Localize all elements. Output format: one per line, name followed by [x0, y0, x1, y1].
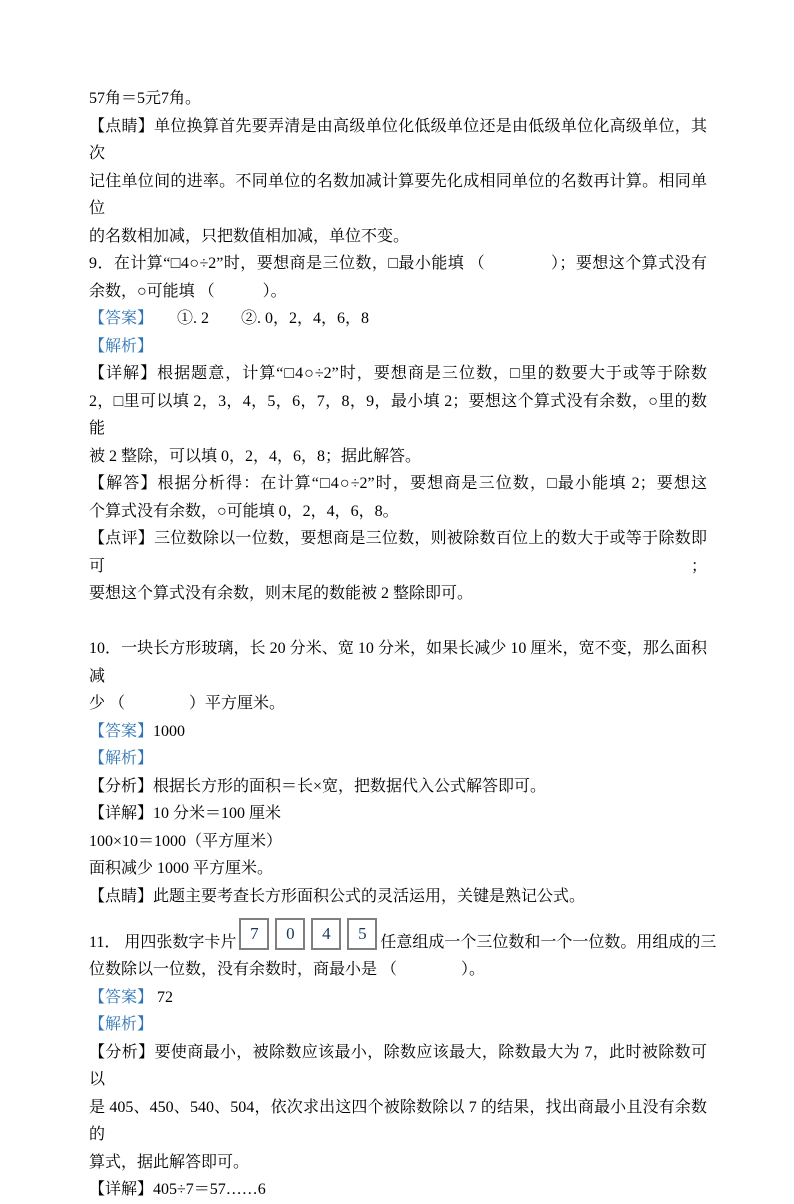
doc-line [89, 278, 707, 306]
text-run: 面积减少 1000 平方厘米。 [89, 860, 274, 877]
doc-line [89, 580, 707, 608]
doc-line [89, 828, 707, 856]
doc-line [89, 498, 707, 526]
digit-card: 0 [275, 918, 305, 950]
text-run: 余数，○可能填 （ ）。 [89, 282, 287, 300]
section-label: 【解析】 [89, 750, 154, 767]
doc-line [89, 250, 707, 278]
text-run: 【点睛】此题主要考查长方形面积公式的灵活运用，关键是熟记公式。 [89, 887, 586, 905]
text-run: 57角＝5元7角。 [89, 90, 202, 107]
section-label: 【答案】 [89, 988, 154, 1006]
text-run: 是 405、450、540、504，依次求出这四个被除数除以 7 的结果，找出商最小且没有余数的 [89, 1098, 707, 1143]
doc-line [89, 718, 707, 746]
text-run: 【点睛】单位换算首先要弄清是由高级单位化低级单位还是由低级单位化高级单位，其次 [89, 117, 707, 162]
doc-line [89, 1094, 707, 1149]
question-11-cards-line [89, 910, 717, 956]
doc-line [89, 1039, 707, 1094]
text-run: 【详解】405÷7＝57……6 [89, 1181, 266, 1198]
section-label: 【解析】 [89, 337, 154, 355]
text-run: 【分析】要使商最小，被除数应该最小，除数应该最大，除数最大为 7，此时被除数可以 [89, 1043, 707, 1088]
text-run: ①. 2 ②. 0，2，4，6，8 [145, 310, 370, 327]
digit-card: 4 [311, 918, 341, 950]
doc-line [89, 333, 707, 361]
text-run: 10．一块长方形玻璃，长 20 分米、宽 10 分米，如果长减少 10 厘米，宽不变，那么面积减 [89, 640, 707, 685]
text-run: 要想这个算式没有余数，则末尾的数能被 2 整除即可。 [89, 585, 474, 602]
text-run: 11． 用四张数字卡片 [89, 933, 237, 951]
text-run: 100×10＝1000（平方厘米） [89, 832, 283, 850]
doc-line [89, 168, 707, 223]
doc-line [89, 443, 707, 471]
section-label: 【答案】 [89, 722, 154, 740]
text-run: 位数除以一位数，没有余数时，商最小是 （ ）。 [89, 961, 486, 978]
doc-line [89, 745, 707, 773]
doc-line [89, 1176, 707, 1204]
section-label: 【答案】 [89, 310, 146, 327]
text-run: 【详解】10 分米＝100 厘米 [89, 805, 282, 822]
document-page [89, 85, 717, 1204]
text-run: 2，□里可以填 2，3，4，5，6，7，8，9，最小填 2；要想这个算式没有余数，○里的数能 [89, 392, 707, 437]
text-run: 9．在计算“□4○÷2”时，要想商是三位数，□最小能填 （ ）；要想这个算式没有 [89, 255, 707, 272]
doc-line [89, 305, 707, 333]
doc-line [89, 773, 707, 801]
doc-line [89, 1011, 707, 1039]
doc-line [89, 525, 707, 580]
doc-line [89, 635, 707, 690]
digit-card: 7 [239, 918, 269, 950]
text-run: 【点评】三位数除以一位数，要想商是三位数，则被除数百位上的数大于或等于除数即可； [89, 530, 707, 575]
text-run: 个算式没有余数，○可能填 0，2，4，6，8。 [89, 502, 399, 520]
text-run: 【分析】根据长方形的面积＝长×宽，把数据代入公式解答即可。 [89, 777, 547, 795]
doc-line [89, 85, 707, 113]
text-run: 的名数相加减，只把数值相加减，单位不变。 [89, 227, 410, 245]
doc-line [89, 984, 707, 1012]
doc-line [89, 388, 707, 443]
text-run: 被 2 整除，可以填 0，2，4，6，8；据此解答。 [89, 447, 422, 465]
text-run: 算式，据此解答即可。 [89, 1153, 250, 1171]
text-run: 记住单位间的进率。不同单位的名数加减计算要先化成相同单位的名数再计算。相同单位 [89, 172, 707, 217]
doc-line [89, 690, 707, 718]
text-run: 任意组成一个三位数和一个一位数。用组成的三 [380, 933, 717, 951]
text-run: 【解答】根据分析得：在计算“□4○÷2”时，要想商是三位数，□最小能填 2；要想这 [89, 475, 707, 492]
doc-line [89, 855, 707, 883]
doc-line [89, 1149, 707, 1177]
section-label: 【解析】 [89, 1016, 154, 1033]
doc-line [89, 956, 707, 984]
doc-line [89, 360, 707, 388]
text-run: 72 [153, 988, 174, 1006]
doc-line [89, 470, 707, 498]
blank-line [89, 608, 707, 636]
digit-card: 5 [347, 918, 377, 950]
doc-line [89, 113, 707, 168]
text-run: 少 （ ）平方厘米。 [89, 695, 286, 712]
doc-line [89, 883, 707, 911]
text-run: 1000 [153, 722, 186, 740]
doc-line [89, 223, 707, 251]
doc-line [89, 800, 707, 828]
text-run: 【详解】根据题意，计算“□4○÷2”时，要想商是三位数，□里的数要大于或等于除数 [89, 365, 707, 382]
